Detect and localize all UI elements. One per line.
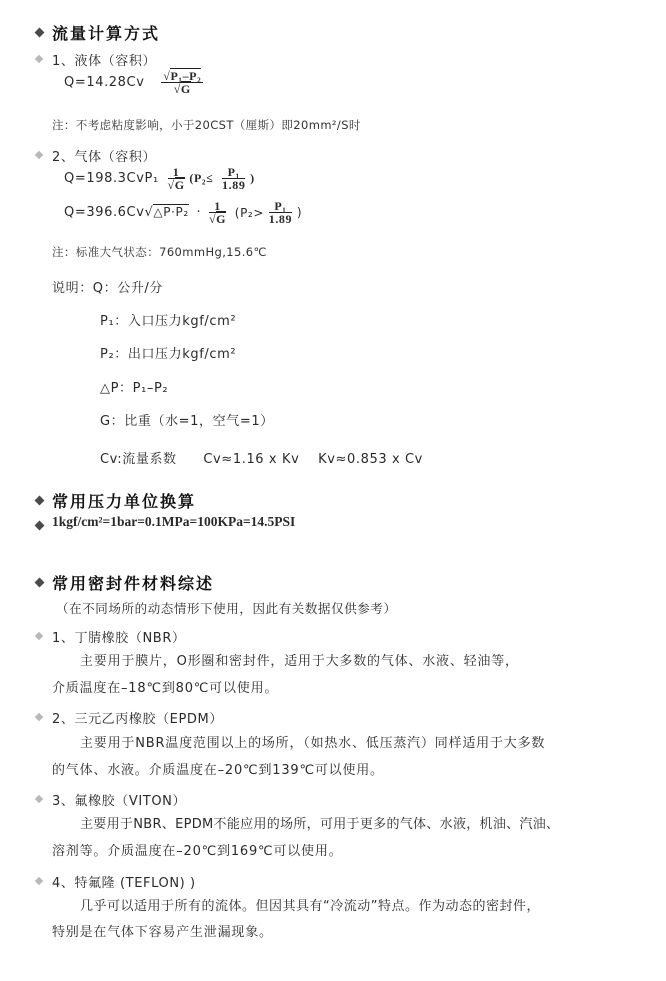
gas-formula1-cond: (P₂≤ [189, 171, 214, 185]
section-bullet-icon [35, 578, 45, 588]
item-bullet-icon [35, 877, 43, 885]
explain-g: G：比重（水=1，空气=1） [100, 414, 274, 429]
liquid-formula-fraction: $\frac{\text{√P₁–P₂}}{√G}$ [163, 69, 202, 96]
section-bullet-icon [35, 496, 45, 506]
gas-formula2-frac-num: 1 [209, 200, 226, 213]
gas-formula2-cond-den: 1.89 [268, 212, 293, 226]
explain-kv-cv: Kv≈0.853 x Cv [318, 452, 423, 467]
material-heading: 2、三元乙丙橡胶（EPDM） [52, 712, 223, 727]
liquid-formula-num: P₁–P₂ [170, 69, 202, 83]
gas-formula1-fraction: $\frac{1}{√G}$ [167, 165, 185, 192]
material-line: 特别是在气体下容易产生泄漏现象。 [52, 925, 273, 940]
section1-title: 流量计算方式 [52, 24, 161, 43]
explain-dp: △P：P₁–P₂ [100, 381, 169, 396]
section3-subtitle: （在不同场所的动态情形下使用，因此有关数据仅供参考） [56, 601, 397, 616]
section3-title: 常用密封件材料综述 [52, 574, 215, 593]
liquid-formula-den: G [180, 82, 191, 96]
material-line: 主要用于膜片，O形圈和密封件，适用于大多数的气体、水液、轻油等， [80, 654, 519, 669]
gas-formula1-cond-num: P₁ [222, 166, 245, 179]
gas-formula1-prefix: Q=198.3CvP₁ [64, 171, 159, 186]
item-bullet-icon [35, 795, 43, 803]
gas-formula1-frac-num: 1 [168, 166, 185, 179]
liquid-formula [64, 70, 203, 106]
material-heading: 4、特氟隆 (TEFLON) ) [52, 876, 196, 891]
gas-formula1-cond-fraction [222, 166, 245, 191]
liquid-note: 注：不考虑粘度影响，小于20CST（厘斯）即20mm²/S时 [52, 118, 361, 132]
gas-formula2-dot: · [196, 205, 202, 220]
item-bullet-icon [35, 151, 43, 159]
gas-formula1-frac-den: G [174, 178, 185, 192]
item-bullet-icon [35, 632, 43, 640]
item-bullet-icon [35, 713, 43, 721]
material-heading: 3、氟橡胶（VITON） [52, 794, 187, 809]
gas-formula2-fraction: $\frac{1}{√G}$ [208, 199, 227, 226]
gas-formula-2: Q=396.6Cv√△P·P₂ · $\frac{1}{√G}$ (P₂> $\frac{\text{P₁}}{1.89}$ ) [64, 199, 303, 226]
gas-note: 注：标准大气状态：760mmHg,15.6℃ [52, 245, 267, 259]
gas-formula1-close: ) [250, 171, 255, 185]
item-bullet-icon [35, 55, 43, 63]
material-line: 的气体、水液。介质温度在–20℃到139℃可以使用。 [52, 763, 384, 778]
gas-formula2-prefix: Q=396.6Cv [64, 205, 145, 220]
item-bullet-icon [35, 521, 45, 531]
gas-formula-1 [64, 166, 255, 196]
gas-formula2-cond: (P₂> [234, 205, 264, 220]
material-line: 溶剂等。介质温度在–20℃到169℃可以使用。 [52, 844, 343, 859]
material-heading: 1、丁腈橡胶（NBR） [52, 631, 186, 646]
section-bullet-icon [35, 28, 45, 38]
section2-title: 常用压力单位换算 [52, 492, 197, 511]
gas-formula2-frac-den: G [216, 212, 227, 226]
material-line: 主要用于NBR温度范围以上的场所，（如热水、低压蒸汽）同样适用于大多数 [80, 736, 546, 751]
gas-formula2-close: ) [296, 205, 303, 220]
explain-cv-kv: Cv≈1.16 x Kv [203, 452, 300, 467]
explain-cv: Cv:流量系数 [100, 452, 177, 467]
gas-formula2-cond-num: P₁ [269, 200, 292, 213]
explain-label: 说明：Q：公升/分 [52, 281, 164, 296]
gas-formula2-cond-fraction [269, 200, 292, 225]
liquid-formula-prefix: Q=14.28Cv [64, 75, 145, 90]
liquid-heading: 1、液体（容积） [52, 54, 157, 69]
pressure-formula: 1kgf/cm²=1bar=0.1MPa=100KPa=14.5PSI [52, 514, 296, 529]
material-line: 主要用于NBR、EPDM不能应用的场所，可用于更多的气体、水液，机油、汽油、 [80, 817, 560, 832]
material-line: 几乎可以适用于所有的流体。但因其具有“冷流动”特点。作为动态的密封件， [80, 899, 540, 914]
gas-heading: 2、气体（容积） [52, 150, 157, 165]
explain-p1: P₁：入口压力kgf/cm² [100, 314, 237, 329]
explain-p2: P₂：出口压力kgf/cm² [100, 347, 237, 362]
gas-formula1-cond-den: 1.89 [222, 178, 246, 192]
material-line: 介质温度在–18℃到80℃可以使用。 [52, 681, 279, 696]
explain-cv-row [100, 448, 423, 467]
gas-formula2-root: △P·P₂ [153, 205, 189, 219]
